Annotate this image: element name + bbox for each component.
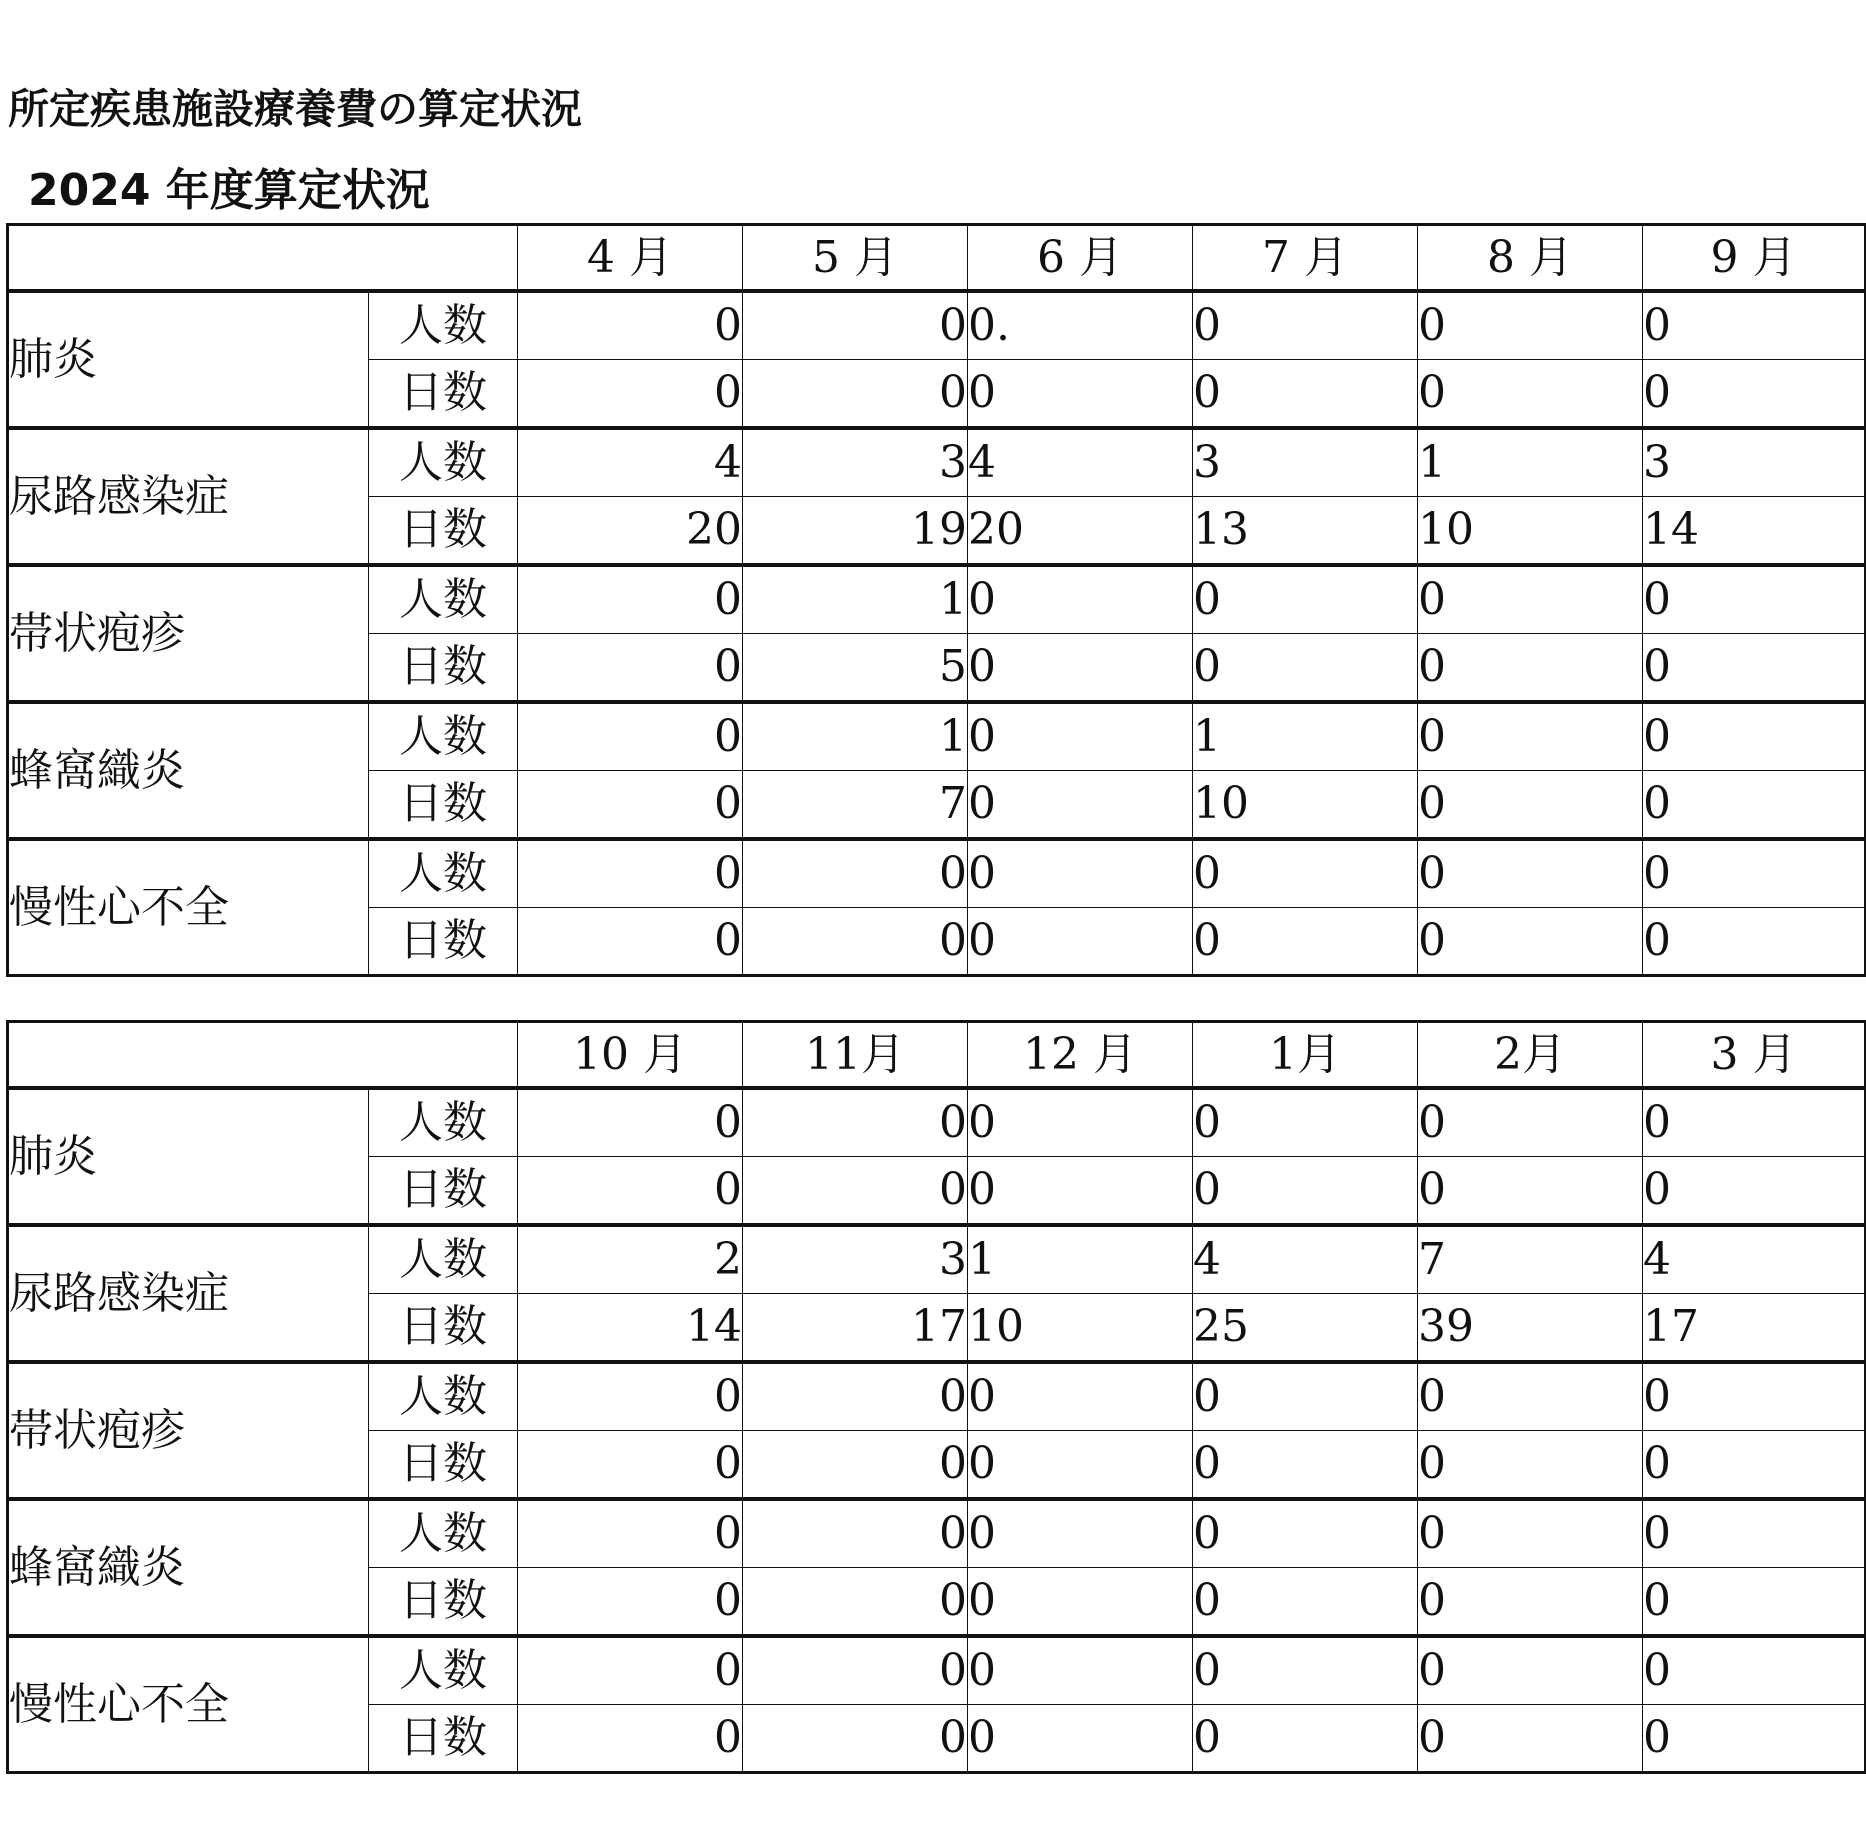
value-cell: 0	[968, 1705, 1193, 1773]
metric-label: 人数	[369, 565, 518, 634]
value-cell: 0	[1643, 1157, 1866, 1226]
metric-label: 人数	[369, 839, 518, 908]
value-cell: 0.	[968, 291, 1193, 360]
value-cell: 0	[968, 634, 1193, 703]
value-cell: 0	[1193, 1568, 1418, 1637]
table-second-half	[6, 1020, 1866, 1774]
metric-label: 日数	[369, 771, 518, 840]
metric-label: 人数	[369, 1225, 518, 1294]
value-cell: 0	[1193, 1431, 1418, 1500]
metric-label: 日数	[369, 1294, 518, 1363]
value-cell: 0	[1643, 291, 1866, 360]
value-cell: 0	[1643, 1636, 1866, 1705]
value-cell: 0	[1418, 1499, 1643, 1568]
value-cell: 0	[1643, 702, 1866, 771]
metric-label: 日数	[369, 1568, 518, 1637]
value-cell: 0	[1643, 1431, 1866, 1500]
value-cell: 0	[518, 1088, 743, 1157]
month-header: 10 月	[518, 1022, 743, 1089]
metric-label: 日数	[369, 1705, 518, 1773]
value-cell: 0	[743, 1157, 968, 1226]
value-cell: 3	[743, 428, 968, 497]
table-row	[8, 1225, 1866, 1294]
value-cell: 0	[1418, 908, 1643, 976]
value-cell: 4	[968, 428, 1193, 497]
metric-label: 人数	[369, 1088, 518, 1157]
value-cell: 0	[743, 1431, 968, 1500]
value-cell: 0	[1643, 1362, 1866, 1431]
value-cell: 3	[1643, 428, 1866, 497]
metric-label: 日数	[369, 1431, 518, 1500]
month-header: 4 月	[518, 225, 743, 292]
value-cell: 0	[743, 1568, 968, 1637]
value-cell: 39	[1418, 1294, 1643, 1363]
value-cell: 0	[1643, 771, 1866, 840]
month-header: 9 月	[1643, 225, 1866, 292]
value-cell: 0	[518, 1705, 743, 1773]
month-header: 3 月	[1643, 1022, 1866, 1089]
value-cell: 0	[1193, 1499, 1418, 1568]
value-cell: 20	[518, 497, 743, 566]
value-cell: 1	[968, 1225, 1193, 1294]
table-row	[8, 428, 1866, 497]
value-cell: 0	[1643, 634, 1866, 703]
value-cell: 0	[743, 291, 968, 360]
value-cell: 0	[1418, 360, 1643, 429]
value-cell: 1	[1193, 702, 1418, 771]
value-cell: 0	[1193, 1157, 1418, 1226]
value-cell: 4	[518, 428, 743, 497]
metric-label: 人数	[369, 702, 518, 771]
value-cell: 0	[518, 1362, 743, 1431]
value-cell: 0	[743, 360, 968, 429]
value-cell: 7	[743, 771, 968, 840]
page-subtitle: 2024 年度算定状況	[28, 165, 430, 216]
value-cell: 0	[1643, 908, 1866, 976]
value-cell: 0	[968, 565, 1193, 634]
value-cell: 13	[1193, 497, 1418, 566]
value-cell: 0	[1193, 1636, 1418, 1705]
month-header: 6 月	[968, 225, 1193, 292]
category-label: 慢性心不全	[8, 1636, 369, 1773]
value-cell: 3	[1193, 428, 1418, 497]
value-cell: 0	[518, 1499, 743, 1568]
value-cell: 0	[518, 908, 743, 976]
table-row	[8, 702, 1866, 771]
value-cell: 0	[968, 702, 1193, 771]
value-cell: 0	[1418, 702, 1643, 771]
value-cell: 14	[1643, 497, 1866, 566]
value-cell: 0	[968, 1499, 1193, 1568]
value-cell: 0	[1418, 1636, 1643, 1705]
value-cell: 0	[968, 1431, 1193, 1500]
metric-label: 人数	[369, 1499, 518, 1568]
value-cell: 1	[1418, 428, 1643, 497]
value-cell: 1	[743, 565, 968, 634]
category-label: 肺炎	[8, 291, 369, 428]
value-cell: 0	[518, 1431, 743, 1500]
metric-label: 人数	[369, 1636, 518, 1705]
value-cell: 0	[1193, 360, 1418, 429]
value-cell: 0	[743, 908, 968, 976]
value-cell: 3	[743, 1225, 968, 1294]
category-label: 慢性心不全	[8, 839, 369, 976]
value-cell: 14	[518, 1294, 743, 1363]
value-cell: 0	[968, 908, 1193, 976]
month-header: 5 月	[743, 225, 968, 292]
value-cell: 0	[1418, 1157, 1643, 1226]
month-header: 2月	[1418, 1022, 1643, 1089]
value-cell: 0	[968, 1088, 1193, 1157]
value-cell: 0	[743, 1088, 968, 1157]
table-row	[8, 839, 1866, 908]
value-cell: 0	[743, 1636, 968, 1705]
value-cell: 0	[518, 291, 743, 360]
value-cell: 0	[968, 1568, 1193, 1637]
category-label: 肺炎	[8, 1088, 369, 1225]
value-cell: 0	[518, 702, 743, 771]
header-row	[8, 225, 1866, 292]
value-cell: 19	[743, 497, 968, 566]
month-header: 1月	[1193, 1022, 1418, 1089]
value-cell: 4	[1643, 1225, 1866, 1294]
value-cell: 7	[1418, 1225, 1643, 1294]
month-header: 8 月	[1418, 225, 1643, 292]
value-cell: 0	[968, 839, 1193, 908]
month-header: 11月	[743, 1022, 968, 1089]
value-cell: 17	[1643, 1294, 1866, 1363]
value-cell: 0	[1643, 1568, 1866, 1637]
value-cell: 0	[518, 839, 743, 908]
value-cell: 0	[1193, 565, 1418, 634]
value-cell: 0	[1193, 1362, 1418, 1431]
value-cell: 25	[1193, 1294, 1418, 1363]
value-cell: 0	[518, 771, 743, 840]
metric-label: 人数	[369, 291, 518, 360]
value-cell: 0	[518, 1157, 743, 1226]
table-row	[8, 1362, 1866, 1431]
value-cell: 0	[1193, 291, 1418, 360]
metric-label: 日数	[369, 360, 518, 429]
value-cell: 0	[968, 771, 1193, 840]
metric-label: 人数	[369, 428, 518, 497]
value-cell: 0	[743, 1499, 968, 1568]
value-cell: 0	[518, 1568, 743, 1637]
value-cell: 0	[1193, 1705, 1418, 1773]
value-cell: 0	[1418, 1431, 1643, 1500]
table-row	[8, 565, 1866, 634]
value-cell: 0	[968, 1636, 1193, 1705]
value-cell: 0	[1418, 1088, 1643, 1157]
category-label: 尿路感染症	[8, 428, 369, 565]
category-label: 帯状疱疹	[8, 1362, 369, 1499]
value-cell: 0	[1643, 1499, 1866, 1568]
category-label: 尿路感染症	[8, 1225, 369, 1362]
category-label: 帯状疱疹	[8, 565, 369, 702]
value-cell: 0	[518, 565, 743, 634]
value-cell: 4	[1193, 1225, 1418, 1294]
value-cell: 0	[743, 1705, 968, 1773]
table-row	[8, 1636, 1866, 1705]
metric-label: 日数	[369, 497, 518, 566]
value-cell: 0	[1418, 771, 1643, 840]
value-cell: 0	[1193, 634, 1418, 703]
value-cell: 0	[518, 634, 743, 703]
metric-label: 日数	[369, 1157, 518, 1226]
value-cell: 0	[1418, 1705, 1643, 1773]
value-cell: 0	[743, 1362, 968, 1431]
value-cell: 0	[1643, 1088, 1866, 1157]
value-cell: 0	[518, 1636, 743, 1705]
category-label: 蜂窩織炎	[8, 1499, 369, 1636]
value-cell: 0	[1643, 1705, 1866, 1773]
value-cell: 0	[1418, 839, 1643, 908]
metric-label: 日数	[369, 634, 518, 703]
metric-label: 人数	[369, 1362, 518, 1431]
value-cell: 0	[1193, 908, 1418, 976]
value-cell: 1	[743, 702, 968, 771]
value-cell: 20	[968, 497, 1193, 566]
value-cell: 10	[1418, 497, 1643, 566]
category-label: 蜂窩織炎	[8, 702, 369, 839]
value-cell: 0	[1418, 1568, 1643, 1637]
value-cell: 0	[1418, 291, 1643, 360]
value-cell: 0	[1418, 634, 1643, 703]
metric-label: 日数	[369, 908, 518, 976]
table-row	[8, 1499, 1866, 1568]
month-header: 7 月	[1193, 225, 1418, 292]
value-cell: 10	[1193, 771, 1418, 840]
value-cell: 0	[968, 360, 1193, 429]
table-first-half	[6, 223, 1866, 977]
value-cell: 17	[743, 1294, 968, 1363]
header-corner-cell	[8, 1022, 518, 1089]
value-cell: 0	[968, 1157, 1193, 1226]
value-cell: 0	[968, 1362, 1193, 1431]
value-cell: 5	[743, 634, 968, 703]
value-cell: 0	[1643, 839, 1866, 908]
value-cell: 0	[743, 839, 968, 908]
value-cell: 0	[1643, 360, 1866, 429]
table-row	[8, 1088, 1866, 1157]
page-title: 所定疾患施設療養費の算定状況	[8, 85, 582, 133]
month-header: 12 月	[968, 1022, 1193, 1089]
value-cell: 2	[518, 1225, 743, 1294]
value-cell: 10	[968, 1294, 1193, 1363]
header-corner-cell	[8, 225, 518, 292]
table-row	[8, 291, 1866, 360]
value-cell: 0	[1643, 565, 1866, 634]
value-cell: 0	[1193, 1088, 1418, 1157]
header-row	[8, 1022, 1866, 1089]
value-cell: 0	[1193, 839, 1418, 908]
value-cell: 0	[1418, 1362, 1643, 1431]
value-cell: 0	[518, 360, 743, 429]
value-cell: 0	[1418, 565, 1643, 634]
